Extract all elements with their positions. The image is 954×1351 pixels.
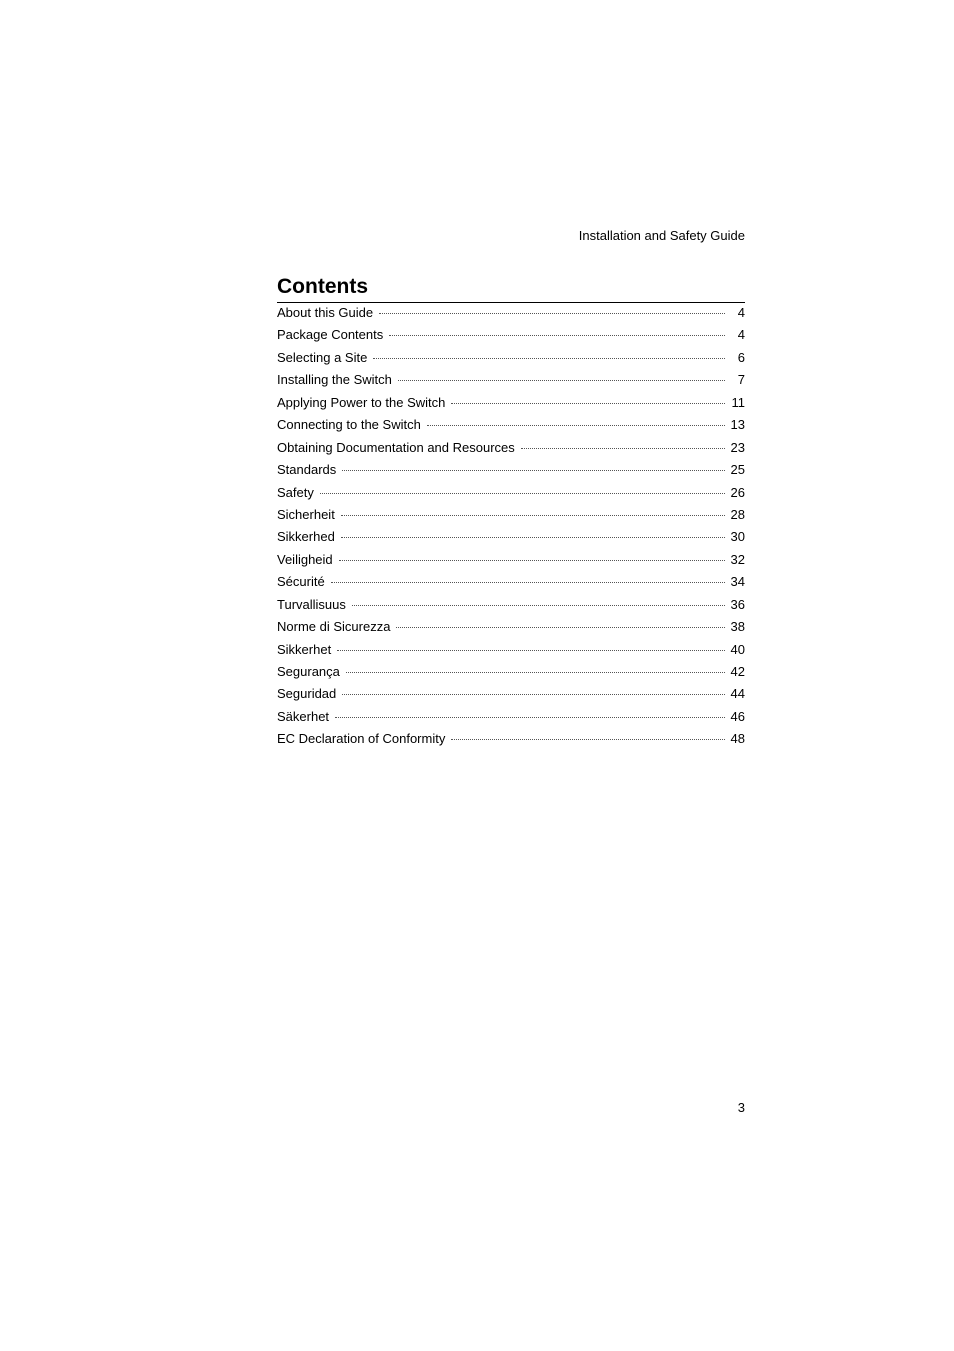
toc-entry[interactable]: [277, 350, 745, 372]
toc-entry-label: Obtaining Documentation and Resources: [277, 439, 515, 455]
toc-entry[interactable]: [277, 417, 745, 439]
toc-entry-page: 36: [730, 596, 745, 612]
table-of-contents: [277, 270, 745, 754]
toc-entry[interactable]: [277, 731, 745, 753]
toc-entry-label: Package Contents: [277, 327, 384, 343]
dot-leader: [342, 470, 724, 471]
dot-leader: [331, 582, 725, 583]
toc-entry-page: 4: [737, 327, 745, 343]
toc-entry-page: 34: [730, 574, 745, 590]
toc-entry[interactable]: [277, 305, 745, 327]
toc-entry-page: 42: [730, 664, 745, 679]
toc-entry-page: 23: [730, 439, 745, 455]
dot-leader: [373, 358, 725, 359]
toc-entry-label: Säkerhet: [277, 708, 330, 724]
toc-entry-label: Connecting to the Switch: [277, 417, 421, 433]
toc-entry[interactable]: [277, 574, 745, 596]
dot-leader: [451, 739, 724, 740]
toc-entry-page: 25: [730, 462, 745, 478]
title-rule: [277, 302, 745, 303]
toc-entry[interactable]: [277, 597, 745, 619]
toc-entry-page: 6: [737, 349, 745, 365]
toc-entry-label: Sikkerhet: [277, 641, 332, 657]
toc-entry-page: 26: [730, 484, 745, 500]
toc-entry-page: 4: [737, 305, 745, 320]
dot-leader: [451, 403, 725, 404]
toc-entry-label: EC Declaration of Conformity: [277, 731, 446, 747]
toc-entry[interactable]: [277, 327, 745, 349]
dot-leader: [352, 605, 725, 606]
running-header: Installation and Safety Guide: [578, 228, 745, 243]
dot-leader: [521, 448, 725, 449]
toc-entry-page: 7: [737, 372, 745, 388]
toc-entry[interactable]: [277, 440, 745, 462]
toc-entry-label: Turvallisuus: [277, 596, 346, 612]
toc-entry-label: Applying Power to the Switch: [277, 394, 446, 410]
toc-entry[interactable]: [277, 507, 745, 529]
dot-leader: [320, 493, 725, 494]
toc-entry-label: Selecting a Site: [277, 349, 368, 365]
dot-leader: [341, 515, 725, 516]
toc-entry[interactable]: [277, 395, 745, 417]
page-number: 3: [737, 1100, 745, 1115]
toc-entry-page: 46: [730, 708, 745, 724]
toc-entry-label: Segurança: [277, 664, 340, 679]
dot-leader: [339, 560, 725, 561]
toc-entry[interactable]: [277, 462, 745, 484]
toc-entry-label: Standards: [277, 462, 337, 478]
dot-leader: [342, 694, 724, 695]
toc-entry-page: 48: [730, 731, 745, 747]
toc-entry[interactable]: [277, 552, 745, 574]
toc-entry-label: About this Guide: [277, 305, 374, 320]
toc-entry-label: Sikkerhed: [277, 529, 335, 545]
dot-leader: [379, 313, 725, 314]
toc-title: Contents: [277, 275, 368, 298]
toc-entry[interactable]: [277, 372, 745, 394]
toc-entry-page: 40: [730, 641, 745, 657]
toc-entry-label: Safety: [277, 484, 314, 500]
toc-list: [277, 305, 745, 754]
toc-entry-page: 44: [730, 686, 745, 702]
dot-leader: [427, 425, 725, 426]
toc-entry[interactable]: [277, 642, 745, 664]
dot-leader: [396, 627, 724, 628]
toc-entry-page: 30: [730, 529, 745, 545]
dot-leader: [389, 335, 725, 336]
toc-entry-label: Seguridad: [277, 686, 337, 702]
toc-entry[interactable]: [277, 485, 745, 507]
toc-entry-label: Veiligheid: [277, 551, 333, 567]
toc-entry-label: Norme di Sicurezza: [277, 619, 391, 635]
toc-entry[interactable]: [277, 529, 745, 551]
toc-entry-page: 28: [730, 506, 745, 522]
toc-entry-label: Sicherheit: [277, 506, 335, 522]
toc-entry[interactable]: [277, 709, 745, 731]
toc-entry[interactable]: [277, 664, 745, 686]
toc-entry-page: 32: [730, 551, 745, 567]
dot-leader: [337, 650, 724, 651]
toc-entry[interactable]: [277, 686, 745, 708]
toc-entry-label: Installing the Switch: [277, 372, 392, 388]
dot-leader: [346, 672, 725, 673]
dot-leader: [341, 537, 725, 538]
toc-entry-page: 13: [730, 417, 745, 433]
toc-entry[interactable]: [277, 619, 745, 641]
dot-leader: [335, 717, 724, 718]
dot-leader: [398, 380, 725, 381]
toc-entry-label: Sécurité: [277, 574, 325, 590]
toc-entry-page: 38: [730, 619, 745, 635]
toc-entry-page: 11: [731, 394, 745, 410]
